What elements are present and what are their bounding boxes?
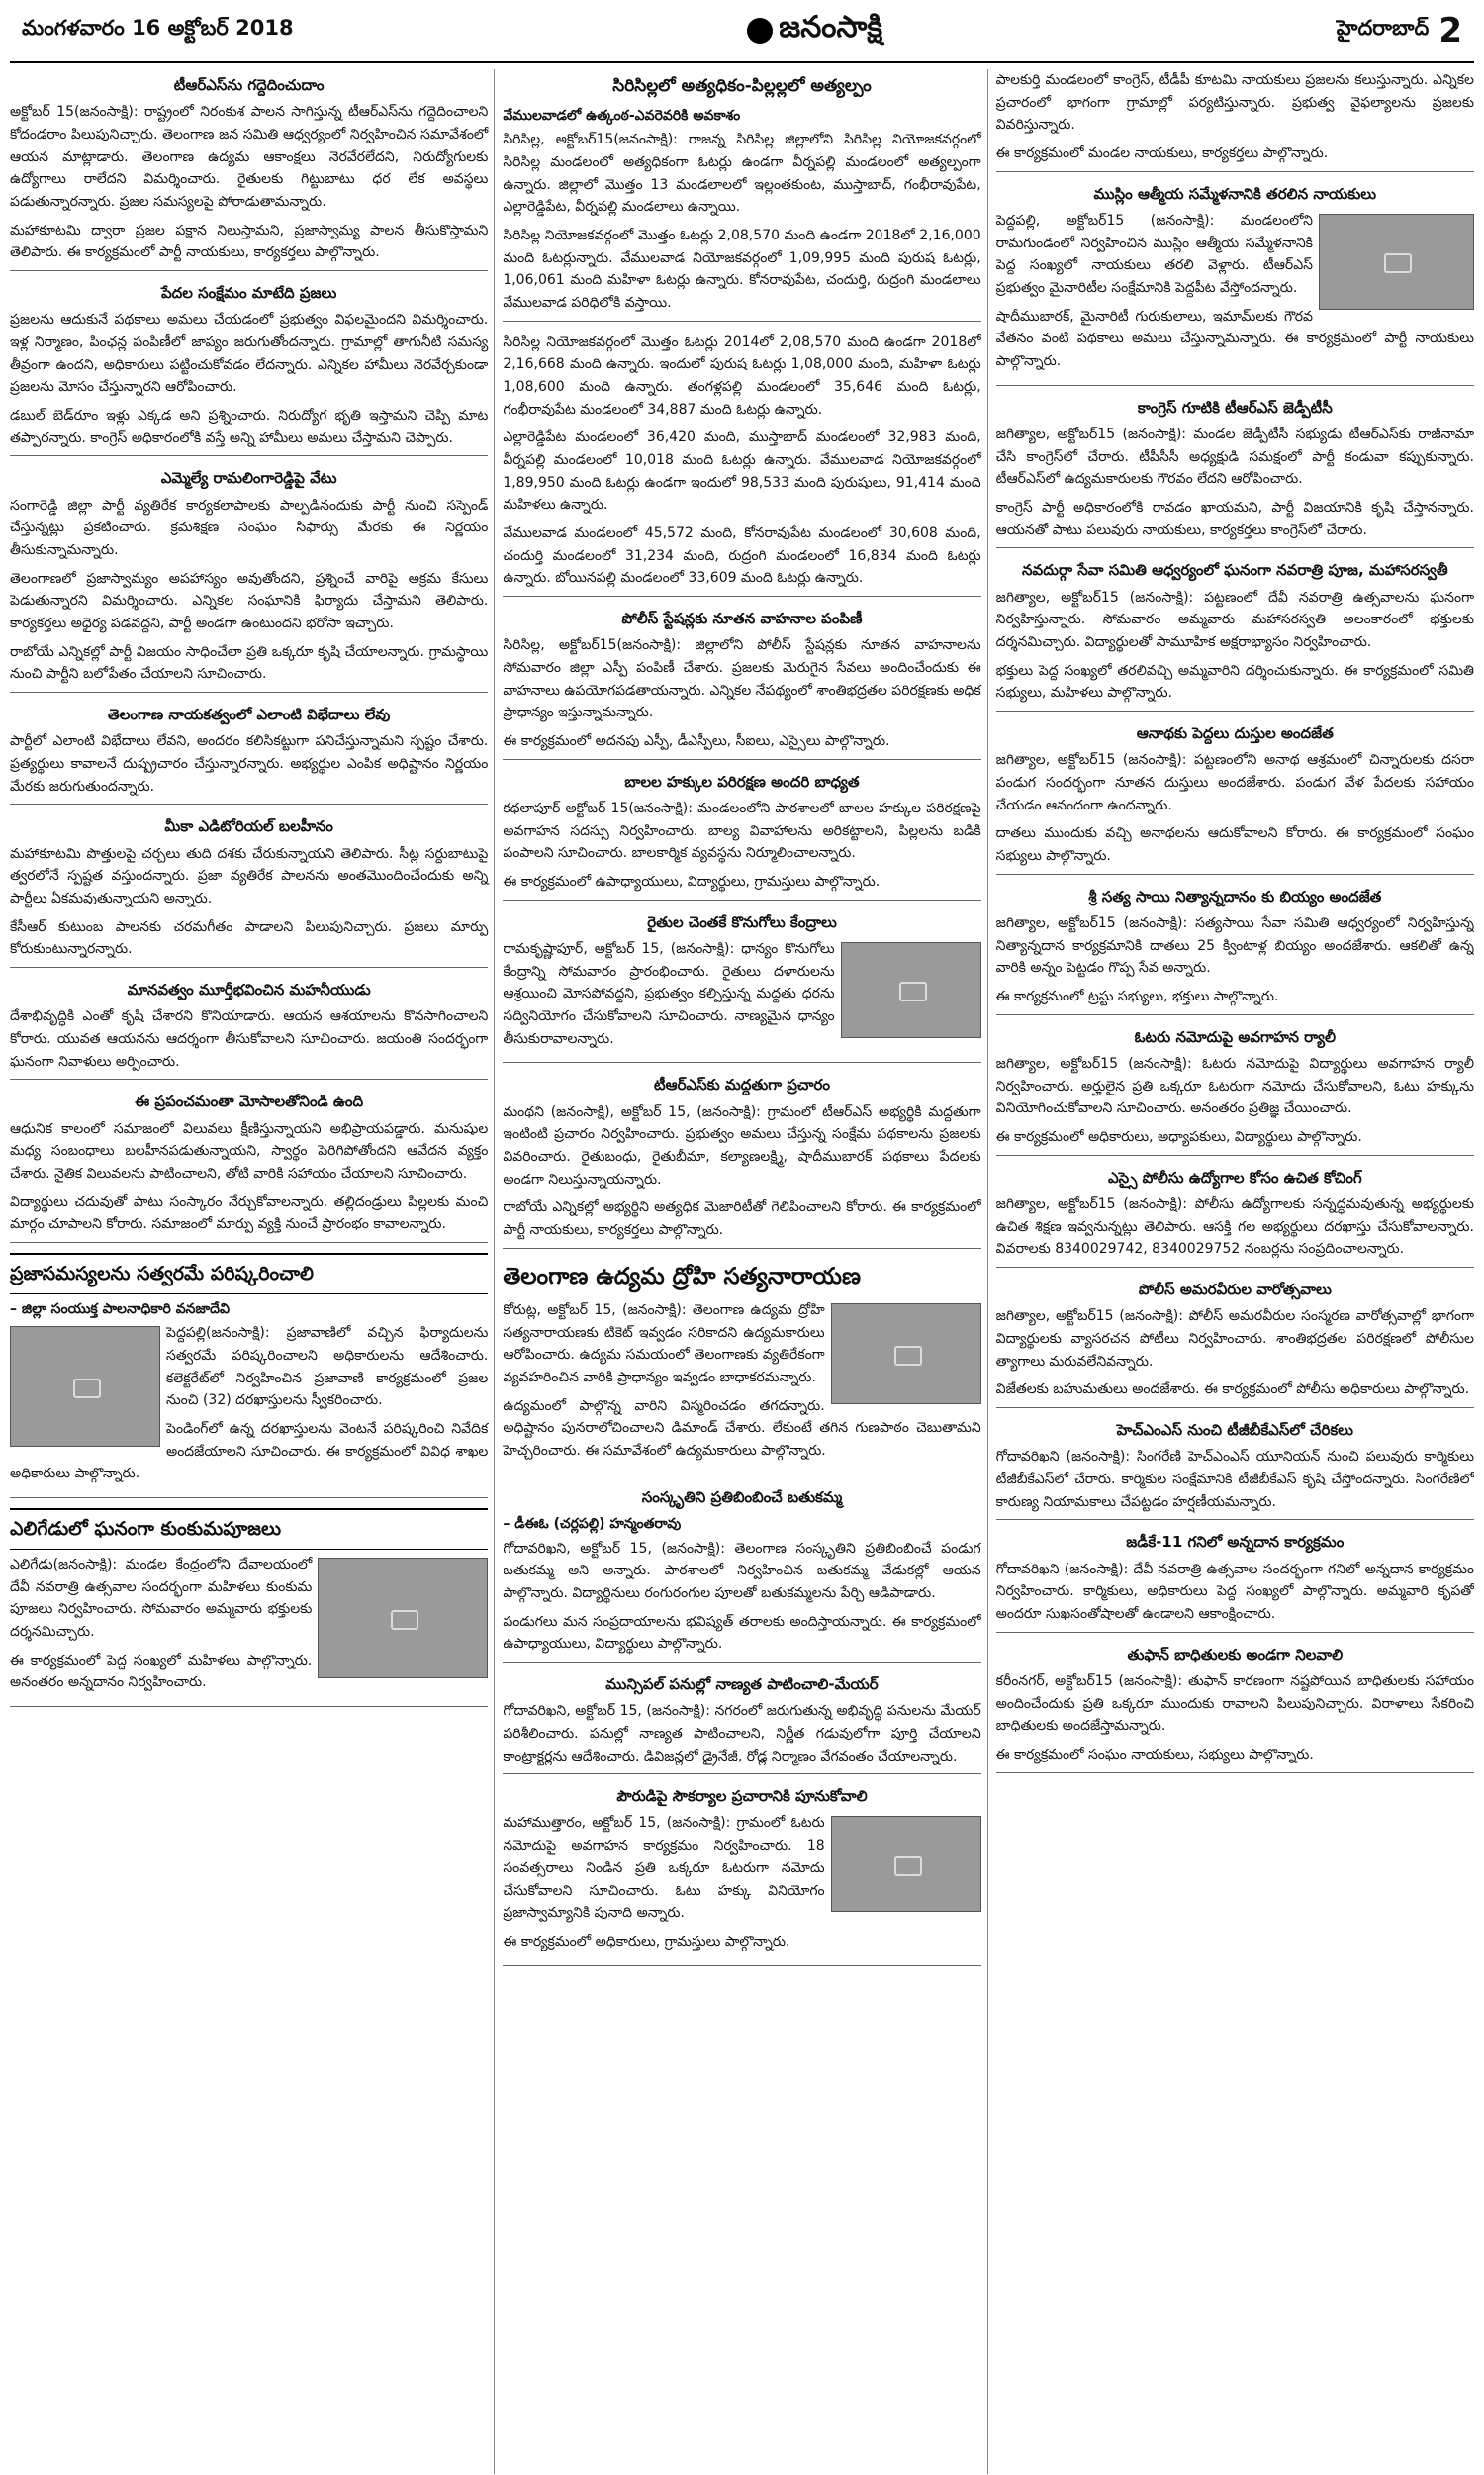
article-body: [10, 101, 488, 264]
article-body: [503, 1101, 980, 1242]
article-paragraph: కరీంనగర్, అక్టోబర్15 (జనంసాక్షి): తుఫాన్ కారణంగా నష్టపోయిన బాధితులకు సహాయం అందించేందుకు ప్రతి ఒక్కరూ ముందుకు రావాలని పిలుపునిచ్చారు. విరాళాలు సేకరించి బాధితులకు అందజేస్తామన్నారు.: [995, 1672, 1474, 1735]
news-article: [503, 607, 980, 760]
article-divider: [10, 692, 488, 693]
article-divider: [503, 321, 980, 322]
issue-date: మంగళవారం 16 అక్టోబర్ 2018: [22, 16, 294, 40]
article-paragraph: పెద్దపల్లి, అక్టోబర్15 (జనంసాక్షి): మండలంలోని రామగుండంలో నిర్వహించిన ముస్లిం ఆత్మీయ సమ్మేళనానికి పెద్ద సంఖ్యలో నాయకులు తరలి వెళ్లారు. టీఆర్ఎస్ ప్రభుత్వం మైనారిటీల సంక్షేమానికి పెద్దపీట వేస్తోందన్నారు.: [995, 212, 1313, 296]
article-headline: కాంగ్రెస్ గూటికి టీఆర్ఎస్ జెడ్పీటీసీ: [1137, 398, 1333, 417]
article-headline: టీఆర్ఎస్‌ను గద్దెదించుదాం: [173, 76, 325, 94]
article-paragraph: జగిత్యాల, అక్టోబర్15 (జనంసాక్షి): సత్యసాయి సేవా సమితి ఆధ్వర్యంలో నిర్వహిస్తున్న నిత్యాన్నదాన కార్యక్రమానికి దాతలు 25 క్వింటాళ్ల బియ్యం అందజేశారు. ఆకలితో ఉన్న వారికి అన్నం పెట్టడం గొప్ప సేవ అన్నారు.: [995, 914, 1474, 977]
photo-placeholder-icon: [1384, 253, 1412, 273]
article-subheadline: వేములవాడలో ఉత్కంఠ-ఎవరెవరికి అవకాశం: [503, 107, 741, 124]
article-paragraph: గోదావరిఖని, అక్టోబర్ 15, (జనంసాక్షి): నగరంలో జరుగుతున్న అభివృద్ధి పనులను మేయర్ పరిశీలించారు. పనుల్లో నాణ్యత పాటించాలని, నిర్ణీత గడువులోగా పూర్తి చేయాలని కాంట్రాక్టర్లను ఆదేశించారు. డివిజన్లలో డ్రైనేజీ, రోడ్ల నిర్మాణం వేగవంతం చేయాలన్నారు.: [503, 1703, 981, 1764]
news-article: [503, 73, 980, 322]
article-paragraph: ఆధునిక కాలంలో సమాజంలో విలువలు క్షీణిస్తున్నాయని అభిప్రాయపడ్డారు. మనుషుల మధ్య సంబంధాలు బలహీనపడుతున్నాయని, స్వార్థం పెరిగిపోతోందని ఆవేదన వ్యక్తం చేశారు. నైతిక విలువలను పాటించాలని, తోటి వారికి సహాయం చేయాలని సూచించారు.: [10, 1120, 489, 1182]
article-divider: [10, 804, 488, 805]
article-paragraph: జగిత్యాల, అక్టోబర్15 (జనంసాక్షి): పట్టణంలోని అనాథ ఆశ్రమంలో చిన్నారులకు దసరా పండుగ సందర్భంగా నూతన దుస్తులు అందజేశారు. పండుగ వేళ పేదలకు సహాయం చేయడం ఆనందంగా ఉందన్నారు.: [995, 752, 1474, 813]
article-body: [503, 1700, 980, 1767]
news-article: [503, 1784, 980, 1965]
article-paragraph: మహాకూటమి ద్వారా ప్రజల పక్షాన నిలుస్తామని, ప్రజాస్వామ్య పాలన తీసుకొస్తామని తెలిపారు. ఈ కార్యక్రమంలో పార్టీ నాయకులు, కార్యకర్తలు పాల్గొన్నారు.: [10, 222, 489, 261]
article-divider: [996, 1014, 1474, 1015]
article-paragraph: పెద్దపల్లి(జనంసాక్షి): ప్రజావాణిలో వచ్చిన ఫిర్యాదులను సత్వరమే పరిష్కరించాలని అధికారులను ఆదేశించారు. కలెక్టరేట్‌లో నిర్వహించిన ప్రజావాణి కార్యక్రమంలో ప్రజల నుంచి (32) దరఖాస్తులను స్వీకరించారు.: [166, 1325, 489, 1409]
article-headline: నవదుర్గా సేవా సమితి ఆధ్వర్యంలో ఘనంగా నవరాత్రి పూజ, మహాసరస్వతీ: [1022, 561, 1448, 580]
article-divider: [503, 1773, 980, 1774]
news-photo: [318, 1558, 488, 1678]
article-paragraph: పండుగలు మన సంప్రదాయాలను భవిష్యత్ తరాలకు అందిస్తాయన్నారు. ఈ కార్యక్రమంలో ఉపాధ్యాయులు, విద్యార్థులు పాల్గొన్నారు.: [503, 1613, 981, 1653]
article-headline: ఈ ప్రపంచమంతా మోసాలతోనిండి ఉంది: [135, 1093, 364, 1111]
article-headline: మీకా ఎడిటోరియల్ బలహీనం: [164, 817, 333, 836]
news-article: [996, 182, 1474, 386]
article-headline: తెలంగాణ నాయకత్వంలో ఎలాంటి విభేదాలు లేవు: [108, 706, 391, 723]
article-divider: [996, 385, 1474, 386]
article-headline: పోలీస్ అమరవీరుల వారోత్సవాలు: [1138, 1280, 1332, 1298]
article-paragraph: ఈ కార్యక్రమంలో ఉపాధ్యాయులు, విద్యార్థులు, గ్రామస్తులు పాల్గొన్నారు.: [503, 873, 881, 890]
news-photo: [10, 1326, 160, 1447]
article-body: [10, 1005, 488, 1073]
article-paragraph: సంగారెడ్డి జిల్లా పార్టీ వ్యతిరేక కార్యకలాపాలకు పాల్పడినందుకు పార్టీ నుంచి సస్పెండ్ చేస్తున్నట్లు ప్రకటించారు. క్రమశిక్షణ సంఘం సిఫార్సు మేరకు ఈ నిర్ణయం తీసుకున్నామన్నారు.: [10, 497, 489, 558]
article-body: [996, 69, 1474, 165]
article-divider: [503, 596, 980, 597]
news-article: [10, 978, 488, 1080]
news-photo: [831, 1303, 981, 1404]
article-paragraph: తెలంగాణలో ప్రజాస్వామ్యం అపహాస్యం అవుతోందని, ప్రశ్నించే వారిపై అక్రమ కేసులు పెడుతున్నారని విమర్శించారు. ఎన్నికల సంఘానికి ఫిర్యాదు చేస్తామని తెలిపారు. కార్యకర్తలు అధైర్య పడవద్దని, పార్టీ అండగా ఉంటుందని భరోసా ఇచ్చారు.: [10, 570, 489, 631]
photo-placeholder-icon: [391, 1610, 418, 1630]
article-headline: సంస్కృతిని ప్రతిబింబించే బతుకమ్మ: [641, 1487, 843, 1506]
article-paragraph: కేసీఆర్ కుటుంబ పాలనకు చరమగీతం పాడాలని పిలుపునిచ్చారు. ప్రజలు మార్పు కోరుకుంటున్నారన్నారు.: [10, 918, 489, 958]
article-headline: శ్రీ సత్య సాయి నిత్యాన్నదానం కు బియ్యం అందజేత: [1088, 887, 1382, 905]
article-paragraph: ఈ కార్యక్రమంలో సంఘం నాయకులు, సభ్యులు పాల్గొన్నారు.: [995, 1746, 1314, 1762]
news-article: [10, 814, 488, 968]
news-article: [996, 558, 1474, 712]
news-article: [996, 396, 1474, 549]
article-divider: [503, 900, 980, 901]
article-divider: [996, 1772, 1474, 1773]
article-paragraph: జగిత్యాల, అక్టోబర్15 (జనంసాక్షి): పోలీస్ అమరవీరుల సంస్మరణ వారోత్సవాల్లో భాగంగా విద్యార్థులకు వ్యాసరచన పోటీలు నిర్వహించారు. శాంతిభద్రతల పరిరక్షణలో పోలీసుల త్యాగాలు మరువలేనివన్నారు.: [995, 1308, 1474, 1370]
article-body: [996, 1053, 1474, 1149]
news-article: [503, 1073, 980, 1248]
news-article: [503, 332, 980, 597]
article-paragraph: ఎల్లారెడ్డిపేట మండలంలో 36,420 మంది, ముస్తాబాద్ మండలంలో 32,983 మంది, వీర్నపల్లి మండలంలో 10,018 మంది ఓటర్లు ఉన్నారు. వేములవాడ నియోజకవర్గంలో 1,89,950 మంది ఓటర్లు ఉండగా ఇందులో 98,533 మంది పురుషులు, 91,414 మంది మహిళలు ఉన్నారు.: [503, 429, 981, 514]
article-divider: [503, 1965, 980, 1966]
article-subheadline: – జిల్లా సంయుక్త పాలనాధికారి వనజాదేవి: [10, 1300, 230, 1317]
photo-placeholder-icon: [894, 1856, 922, 1876]
article-paragraph: డబుల్ బెడ్‌రూం ఇళ్లు ఎక్కడ అని ప్రశ్నించారు. నిరుద్యోగ భృతి ఇస్తామని చెప్పి మాట తప్పారన్నారు. కాంగ్రెస్ అధికారంలోకి వస్తే అన్ని హామీలు అమలు చేస్తామని చెప్పారు.: [10, 407, 489, 446]
article-paragraph: సిరిసిల్ల నియోజకవర్గంలో మొత్తం ఓటర్లు 2,08,570 మంది ఉండగా 2018లో 2,16,000 మంది ఓటర్లున్నారు. వేములవాడ నియోజకవర్గంలో 1,09,995 మంది పురుష ఓటర్లు, 1,06,061 మంది మహిళా ఓటర్లు ఉన్నారు. కోనరావుపేట, చందుర్తి, రుద్రంగి మండలాలు వేములవాడ పరిధిలోకి వస్తాయి.: [503, 227, 981, 311]
article-paragraph: వేములవాడ మండలంలో 45,572 మంది, కోనరావుపేట మండలంలో 30,608 మంది, చందుర్తి మండలంలో 31,234 మంది, రుద్రంగి మండలంలో 16,834 మంది ఓటర్లు ఉన్నారు. బోయినపల్లి మండలంలో 33,609 మంది ఓటర్లు ఉన్నారు.: [503, 524, 981, 587]
article-body: [503, 332, 980, 590]
article-paragraph: ఈ కార్యక్రమంలో ట్రస్టు సభ్యులు, భక్తులు పాల్గొన్నారు.: [995, 988, 1279, 1004]
columns: [10, 63, 1474, 2474]
news-photo: [831, 1816, 981, 1912]
article-headline: ఆనాథకు పెద్దలు దుస్తుల అందజేత: [1136, 724, 1334, 742]
article-paragraph: గోదావరిఖని (జనంసాక్షి): దేవీ నవరాత్రి ఉత్సవాల సందర్భంగా గనిలో అన్నదాన కార్యక్రమం నిర్వహించారు. కార్మికులు, అధికారులు పెద్ద సంఖ్యలో పాల్గొన్నారు. అమ్మవారి కృపతో అందరూ సుఖసంతోషాలతో ఉండాలని ఆకాంక్షించారు.: [995, 1561, 1474, 1622]
news-article: [996, 1025, 1474, 1156]
article-divider: [10, 967, 488, 968]
article-divider: [503, 1062, 980, 1063]
article-body: [996, 587, 1474, 705]
article-headline: తెలంగాణ ఉద్యమ ద్రోహి సత్యనారాయణ: [503, 1263, 861, 1289]
news-article: [503, 1485, 980, 1663]
article-headline: ఓటరు నమోదుపై అవగాహన ర్యాలీ: [1134, 1027, 1337, 1046]
article-body: [996, 1446, 1474, 1513]
article-headline: మున్సిపల్ పనుల్లో నాణ్యత పాటించాలి-మేయర్: [605, 1674, 879, 1693]
article-divider: [996, 711, 1474, 712]
article-paragraph: కథలాపూర్ అక్టోబర్ 15(జనంసాక్షి): మండలంలోని పాఠశాలలో బాలల హక్కుల పరిరక్షణపై అవగాహన సదస్సు నిర్వహించారు. బాల్య వివాహాలను అరికట్టాలని, పిల్లలను బడికి పంపాలని సూచించారు. బాలకార్మిక వ్యవస్థను నిర్మూలించాలన్నారు.: [503, 800, 981, 862]
article-divider: [996, 1519, 1474, 1520]
logo-text: జనంసాక్షి: [779, 10, 883, 45]
article-body: [503, 798, 980, 894]
article-divider: [10, 270, 488, 271]
news-article: [996, 1166, 1474, 1268]
article-paragraph: జగిత్యాల, అక్టోబర్15 (జనంసాక్షి): ఓటరు నమోదుపై విద్యార్థులు అవగాహన ర్యాలీ నిర్వహించారు. అర్హులైన ప్రతి ఒక్కరూ ఓటరుగా నమోదు చేసుకోవాలని, ఓటు హక్కును వినియోగించుకోవాలని సూచించారు. అనంతరం ప్రతిజ్ఞ చేయించారు.: [995, 1055, 1474, 1117]
article-paragraph: విద్యార్థులు చదువుతో పాటు సంస్కారం నేర్చుకోవాలన్నారు. తల్లిదండ్రులు పిల్లలకు మంచి మార్గం చూపాలని కోరారు. సమాజంలో మార్పు వ్యక్తి నుంచే ప్రారంభం కావాలన్నారు.: [10, 1193, 489, 1233]
article-headline: మానవత్వం మూర్తీభవించిన మహనీయుడు: [127, 980, 371, 999]
news-article: [503, 1672, 980, 1774]
article-body: [10, 843, 488, 961]
article-headline: పేదల సంక్షేమం మాటేది ప్రజలు: [161, 284, 337, 302]
article-divider: [10, 1242, 488, 1243]
article-paragraph: జగిత్యాల, అక్టోబర్15 (జనంసాక్షి): పట్టణంలో దేవీ నవరాత్రి ఉత్సవాలను ఘనంగా నిర్వహిస్తున్నారు. సోమవారం అమ్మవారు మహాసరస్వతి అలంకారంలో భక్తులకు దర్శనమిచ్చారు. విద్యార్థులతో సామూహిక అక్షరాభ్యాసం నిర్వహించారు.: [995, 589, 1474, 650]
article-paragraph: దాతలు ముందుకు వచ్చి అనాథలను ఆదుకోవాలని కోరారు. ఈ కార్యక్రమంలో సంఘం సభ్యులు పాల్గొన్నారు.: [995, 825, 1474, 864]
article-body: [996, 912, 1474, 1008]
article-paragraph: దేశాభివృద్ధికి ఎంతో కృషి చేశారని కొనియాడారు. ఆయన ఆశయాలను కొనసాగించాలని కోరారు. యువత ఆయనను ఆదర్శంగా తీసుకోవాలని సూచించారు. జయంతి సందర్భంగా ఘనంగా నివాళులు అర్పించారు.: [10, 1008, 489, 1070]
article-headline: ఎమ్మెల్యే రామలింగారెడ్డిపై వేటు: [160, 469, 337, 488]
article-subheadline: – డీఈఓ (చర్లపల్లి) హన్మంతరావు: [503, 1515, 682, 1532]
column-2: [503, 69, 987, 2474]
masthead: [10, 0, 1474, 63]
news-article: [10, 1090, 488, 1243]
photo-placeholder-icon: [899, 982, 927, 1001]
article-headline: తుఫాన్ బాధితులకు అండగా నిలవాలి: [1127, 1645, 1344, 1664]
article-body: [503, 129, 980, 314]
news-article: [996, 69, 1474, 172]
article-body: [996, 1193, 1474, 1261]
news-photo: [1319, 214, 1474, 310]
article-paragraph: సిరిసిల్ల నియోజకవర్గంలో మొత్తం ఓటర్లు 2014లో 2,08,570 మంది ఉండగా 2018లో 2,16,668 మంది ఉన్నారు. ఇందులో పురుష ఓటర్లు 1,08,000 మంది, మహిళా ఓటర్లు 1,08,600 మంది ఉన్నారు. తంగళ్లపల్లి మండలంలో 35,646 మంది ఓటర్లు, గంభీరావుపేట మండలంలో 34,887 మంది ఓటర్లు ఉన్నారు.: [503, 333, 981, 418]
article-body: [996, 1670, 1474, 1766]
article-divider: [503, 1248, 980, 1249]
article-paragraph: ఈ కార్యక్రమంలో అధికారులు, గ్రామస్తులు పాల్గొన్నారు.: [503, 1933, 790, 1950]
photo-placeholder-icon: [894, 1346, 922, 1366]
article-paragraph: ఈ కార్యక్రమంలో అధికారులు, అధ్యాపకులు, విద్యార్థులు పాల్గొన్నారు.: [995, 1128, 1362, 1145]
article-body: [10, 495, 488, 686]
article-body: [503, 1538, 980, 1656]
city-name: హైదరాబాద్: [1336, 16, 1430, 40]
article-paragraph: గోదావరిఖని, అక్టోబర్ 15, (జనంసాక్షి): తెలంగాణ సంస్కృతిని ప్రతిబింబించే పండుగ బతుకమ్మ అని అన్నారు. పాఠశాలలో నిర్వహించిన బతుకమ్మ వేడుకల్లో ఆయన పాల్గొన్నారు. విద్యార్థినులు రంగురంగుల పూలతో బతుకమ్మలను పేర్చి ఆడిపాడారు.: [503, 1540, 981, 1601]
article-paragraph: ఎలిగేడు(జనంసాక్షి): మండల కేంద్రంలోని దేవాలయంలో దేవీ నవరాత్రి ఉత్సవాల సందర్భంగా మహిళలు కుంకుమ పూజలు నిర్వహించారు. సోమవారం అమ్మవారు భక్తులకు దర్శనమిచ్చారు.: [10, 1556, 313, 1640]
article-paragraph: సిరిసిల్ల, అక్టోబర్15(జనంసాక్షి): జిల్లాలోని పోలీస్ స్టేషన్లకు నూతన వాహనాలను సోమవారం జిల్లా ఎస్పీ పంపిణీ చేశారు. ప్రజలకు మెరుగైన సేవలు అందించేందుకు ఈ వాహనాలు ఉపయోగపడతాయన్నారు. ఎన్నికల నేపథ్యంలో శాంతిభద్రతల పరిరక్షణకు అధిక ప్రాధాన్యం ఇస్తున్నామన్నారు.: [503, 637, 981, 721]
article-divider: [996, 874, 1474, 875]
article-paragraph: జగిత్యాల, అక్టోబర్15 (జనంసాక్షి): మండల జెడ్పీటీసీ సభ్యుడు టీఆర్ఎస్‌కు రాజీనామా చేసి కాంగ్రెస్‌లో చేరారు. టీపీసీసీ అధ్యక్షుడి సమక్షంలో పార్టీ కండువా కప్పుకున్నారు. టీఆర్ఎస్‌లో ఉద్యమకారులకు గౌరవం లేదని ఆరోపించారు.: [995, 426, 1474, 488]
article-body: [10, 309, 488, 449]
article-headline: టీఆర్ఎస్‌కు మద్దతుగా ప్రచారం: [654, 1076, 830, 1095]
news-article: [10, 281, 488, 456]
news-article: [503, 1259, 980, 1475]
article-body: [996, 424, 1474, 541]
news-article: [996, 1643, 1474, 1773]
article-headline: హెచ్ఎంఎస్ నుంచి టీజీబీకేఎస్‌లో చేరికలు: [1116, 1420, 1353, 1439]
article-divider: [10, 1497, 488, 1498]
article-paragraph: ఈ కార్యక్రమంలో పెద్ద సంఖ్యలో మహిళలు పాల్గొన్నారు. అనంతరం అన్నదానం నిర్వహించారు.: [10, 1652, 313, 1691]
news-article: [996, 1278, 1474, 1408]
article-paragraph: గోదావరిఖని (జనంసాక్షి): సింగరేణి హెచ్ఎంఎస్ యూనియన్ నుంచి పలువురు కార్మికులు టీజీబీకేఎస్‌లో చేరారు. కార్మికుల సంక్షేమానికి టీజీబీకేఎస్ కృషి చేస్తోందన్నారు. సింగరేణిలో కారుణ్య నియామకాలు చేపట్టడం హర్షణీయమన్నారు.: [995, 1449, 1474, 1510]
article-body: [10, 1118, 488, 1236]
news-article: [503, 910, 980, 1064]
article-headline: బాలల హక్కుల పరిరక్షణ అందరి బాధ్యత: [624, 772, 860, 791]
article-divider: [996, 1155, 1474, 1156]
article-body: [996, 1559, 1474, 1626]
news-article: [10, 1253, 488, 1498]
news-article: [996, 1418, 1474, 1520]
article-paragraph: ఉద్యమంలో పాల్గొన్న వారిని విస్మరించడం తగదన్నారు. అధిష్టానం పునరాలోచించాలని డిమాండ్ చేశారు. లేకుంటే తగిన గుణపాఠం చెబుతామని హెచ్చరించారు. ఈ సమావేశంలో ఉద్యమకారులు పాల్గొన్నారు.: [503, 1397, 981, 1459]
article-divider: [503, 1662, 980, 1663]
article-paragraph: ఈ కార్యక్రమంలో అదనపు ఎస్పీ, డీఎస్పీలు, సీఐలు, ఎస్సైలు పాల్గొన్నారు.: [503, 732, 890, 749]
article-divider: [10, 1079, 488, 1080]
news-photo: [841, 942, 981, 1038]
article-headline: ముస్లిం ఆత్మీయ సమ్మేళనానికి తరలిన నాయకులు: [1093, 184, 1377, 203]
edition-city: [1337, 11, 1462, 50]
news-article: [996, 1530, 1474, 1632]
article-headline: ఎలిగేడులో ఘనంగా కుంకుమపూజలు: [10, 1508, 488, 1550]
article-divider: [996, 1632, 1474, 1633]
article-headline: సిరిసిల్లలో అత్యధికం-పిల్లల్లలో అత్యల్పం: [612, 76, 872, 96]
news-article: [996, 721, 1474, 875]
newspaper-logo: [747, 10, 882, 51]
article-paragraph: పాలకుర్తి మండలంలో కాంగ్రెస్, టీడీపీ కూటమి నాయకులు ప్రజలను కలుస్తున్నారు. ఎన్నికల ప్రచారంలో భాగంగా గ్రామాల్లో పర్యటిస్తున్నారు. ప్రభుత్వ వైఫల్యాలను ప్రజలకు వివరిస్తున్నారు.: [995, 72, 1474, 134]
article-body: [10, 730, 488, 798]
article-divider: [10, 455, 488, 456]
article-paragraph: పెండింగ్‌లో ఉన్న దరఖాస్తులను వెంటనే పరిష్కరించి నివేదిక అందజేయాలని సూచించారు. ఈ కార్యక్రమంలో వివిధ శాఖల అధికారులు పాల్గొన్నారు.: [10, 1421, 489, 1482]
article-headline: రైతుల చెంతకే కొనుగోలు కేంద్రాలు: [647, 912, 837, 931]
column-3: [996, 69, 1474, 2474]
article-headline: ప్రజాసమస్యలను సత్వరమే పరిష్కరించాలి: [10, 1253, 488, 1294]
article-paragraph: కోరుట్ల, అక్టోబర్ 15, (జనంసాక్షి): తెలంగాణ ఉద్యమ ద్రోహి సత్యనారాయణకు టికెట్ ఇవ్వడం సరికాదని ఉద్యమకారులు ఆరోపించారు. ఉద్యమ సమయంలో తెలంగాణకు వ్యతిరేకంగా వ్యవహరించిన వారికి ప్రాధాన్యం ఇవ్వడం బాధాకరమన్నారు.: [503, 1301, 825, 1385]
article-headline: ఎస్సై పోలీసు ఉద్యోగాల కోసం ఉచిత కోచింగ్: [1107, 1168, 1362, 1187]
article-paragraph: షాదీముబారక్, మైనారిటీ గురుకులాలు, ఇమామ్‌లకు గౌరవ వేతనం వంటి పథకాలు అమలు చేస్తున్నామన్నారు. ఈ కార్యక్రమంలో పార్టీ నాయకులు పాల్గొన్నారు.: [995, 308, 1474, 370]
article-paragraph: ప్రజలను ఆదుకునే పథకాలు అమలు చేయడంలో ప్రభుత్వం విఫలమైందని విమర్శించారు. ఇళ్ల నిర్మాణం, పింఛన్ల పంపిణీలో జాప్యం జరుగుతోందన్నారు. గ్రామాల్లో తాగునీటి సమస్య తీవ్రంగా ఉందని, అధికారులు పట్టించుకోవడం లేదన్నారు. ఎన్నికల హామీలు నెరవేర్చకుండా ప్రజలను మోసం చేస్తున్నారని ఆరోపించారు.: [10, 312, 489, 396]
article-divider: [996, 1267, 1474, 1268]
article-paragraph: అక్టోబర్ 15(జనంసాక్షి): రాష్ట్రంలో నిరంకుశ పాలన సాగిస్తున్న టీఆర్ఎస్‌ను గద్దెదించాలని కోదండరాం పిలుపునిచ్చారు. తెలంగాణ జన సమితి ఆధ్వర్యంలో నిర్వహించిన సమావేశంలో ఆయన మాట్లాడారు. తెలంగాణ ఉద్యమ ఆకాంక్షలు నెరవేరలేదని, నిరుద్యోగులకు ఉద్యోగాలు రాలేదని విమర్శించారు. రైతులకు గిట్టుబాటు ధర లేక అవస్థలు పడుతున్నారన్నారు. ప్రజల సమస్యలపై పోరాడుతామన్నారు.: [10, 104, 489, 210]
page-number: 2: [1438, 11, 1462, 50]
article-paragraph: మహాకూటమి పొత్తులపై చర్చలు తుది దశకు చేరుకున్నాయని తెలిపారు. సీట్ల సర్దుబాటుపై త్వరలోనే స్పష్టత వస్తుందన్నారు. ప్రజా వ్యతిరేక పాలనను అంతమొందించేందుకు అన్ని పార్టీలు ఏకమవుతున్నాయని అన్నారు.: [10, 845, 489, 906]
article-divider: [996, 547, 1474, 548]
news-article: [503, 770, 980, 901]
article-paragraph: రాబోయే ఎన్నికల్లో పార్టీ విజయం సాధించేలా ప్రతి ఒక్కరూ కృషి చేయాలన్నారు. గ్రామస్థాయి నుంచి పార్టీని బలోపేతం చేయాలని సూచించారు.: [10, 643, 489, 683]
news-article: [10, 703, 488, 805]
article-divider: [996, 1407, 1474, 1408]
article-paragraph: మంథని (జనంసాక్షి), అక్టోబర్ 15, (జనంసాక్షి): గ్రామంలో టీఆర్ఎస్ అభ్యర్థికి మద్దతుగా ఇంటింటి ప్రచారం నిర్వహించారు. ప్రభుత్వం అమలు చేస్తున్న సంక్షేమ పథకాలను ప్రజలకు వివరించారు. రైతుబంధు, రైతుబీమా, కల్యాణలక్ష్మి, షాదీముబారక్ పథకాలు పేదలకు అండగా నిలుస్తున్నాయన్నారు.: [503, 1103, 981, 1188]
article-body: [996, 749, 1474, 867]
article-paragraph: కాంగ్రెస్ పార్టీ అధికారంలోకి రావడం ఖాయమని, పార్టీ విజయానికి కృషి చేస్తానన్నారు. ఆయనతో పాటు పలువురు నాయకులు, కార్యకర్తలు కాంగ్రెస్‌లో చేరారు.: [995, 500, 1474, 538]
article-body: [503, 634, 980, 752]
article-headline: పోలీస్ స్టేషన్లకు నూతన వాహనాల పంపిణీ: [621, 609, 863, 627]
article-body: [996, 1305, 1474, 1401]
article-divider: [503, 759, 980, 760]
article-headline: పౌరుడిపై సౌకర్యాల ప్రచారానికి పూనుకోవాలి: [616, 1787, 868, 1806]
article-paragraph: పార్టీలో ఎలాంటి విభేదాలు లేవని, అందరం కలిసికట్టుగా పనిచేస్తున్నామని స్పష్టం చేశారు. ప్రత్యర్థులు కావాలనే దుష్ప్రచారం చేస్తున్నారన్నారు. అభ్యర్థుల ఎంపిక అధిష్టానం నిర్ణయం మేరకు జరుగుతుందన్నారు.: [10, 733, 489, 795]
article-paragraph: రాబోయే ఎన్నికల్లో అభ్యర్థిని అత్యధిక మెజారిటీతో గెలిపించాలని కోరారు. ఈ కార్యక్రమంలో పార్టీ నాయకులు, కార్యకర్తలు పాల్గొన్నారు.: [503, 1199, 981, 1238]
article-paragraph: జగిత్యాల, అక్టోబర్15 (జనంసాక్షి): పోలీసు ఉద్యోగాలకు సన్నద్ధమవుతున్న అభ్యర్థులకు ఉచిత శిక్షణ ఇవ్వనున్నట్లు తెలిపారు. ఆసక్తి గల అభ్యర్థులు దరఖాస్తు చేసుకోవాలన్నారు. వివరాలకు 8340029742, 8340029752 నంబర్లను సంప్రదించాలన్నారు.: [995, 1195, 1474, 1258]
photo-placeholder-icon: [73, 1379, 101, 1398]
news-article: [10, 73, 488, 271]
column-1: [10, 69, 495, 2474]
logo-emblem-icon: [747, 18, 773, 44]
article-paragraph: మహాముత్తారం, అక్టోబర్ 15, (జనంసాక్షి): గ్రామంలో ఓటరు నమోదుపై అవగాహన కార్యక్రమం నిర్వహించారు. 18 సంవత్సరాలు నిండిన ప్రతి ఒక్కరూ ఓటరుగా నమోదు చేసుకోవాలని సూచించారు. ఓటు హక్కు వినియోగం ప్రజాస్వామ్యానికి పునాది అన్నారు.: [503, 1815, 825, 1922]
article-divider: [996, 171, 1474, 172]
article-paragraph: భక్తులు పెద్ద సంఖ్యలో తరలివచ్చి అమ్మవారిని దర్శించుకున్నారు. ఈ కార్యక్రమంలో సమితి సభ్యులు, మహిళలు పాల్గొన్నారు.: [995, 662, 1474, 702]
article-paragraph: రామకృష్ణాపూర్, అక్టోబర్ 15, (జనంసాక్షి): ధాన్యం కొనుగోలు కేంద్రాన్ని సోమవారం ప్రారంభించారు. రైతులు దళారులను ఆశ్రయించి మోసపోవద్దని, ప్రభుత్వం కల్పిస్తున్న మద్దతు ధరను సద్వినియోగం చేసుకోవాలని సూచించారు. నాణ్యమైన ధాన్యం తీసుకురావాలన్నారు.: [503, 940, 835, 1047]
article-paragraph: సిరిసిల్ల, అక్టోబర్15(జనంసాక్షి): రాజన్న సిరిసిల్ల జిల్లాలోని సిరిసిల్ల నియోజకవర్గంలో సిరిసిల్ల మండలంలో అత్యధికంగా ఓటర్లు ఉండగా వీర్నపల్లి మండలంలో అత్యల్పంగా ఉన్నారు. జిల్లాలో మొత్తం 13 మండలాలలో ఇల్లంతకుంట, ముస్తాబాద్, గంభీరావుపేట, ఎల్లారెడ్డిపేట, వీర్నపల్లి మండలాలు ఉన్నాయి.: [503, 132, 981, 216]
article-paragraph: విజేతలకు బహుమతులు అందజేశారు. ఈ కార్యక్రమంలో పోలీసు అధికారులు పాల్గొన్నారు.: [995, 1381, 1470, 1398]
article-paragraph: ఈ కార్యక్రమంలో మండల నాయకులు, కార్యకర్తలు పాల్గొన్నారు.: [995, 145, 1329, 162]
news-article: [996, 885, 1474, 1015]
news-article: [10, 466, 488, 693]
article-divider: [10, 1706, 488, 1707]
article-headline: జడీకే-11 గనిలో అన్నదాన కార్యక్రమం: [1126, 1533, 1345, 1552]
news-article: [10, 1508, 488, 1707]
